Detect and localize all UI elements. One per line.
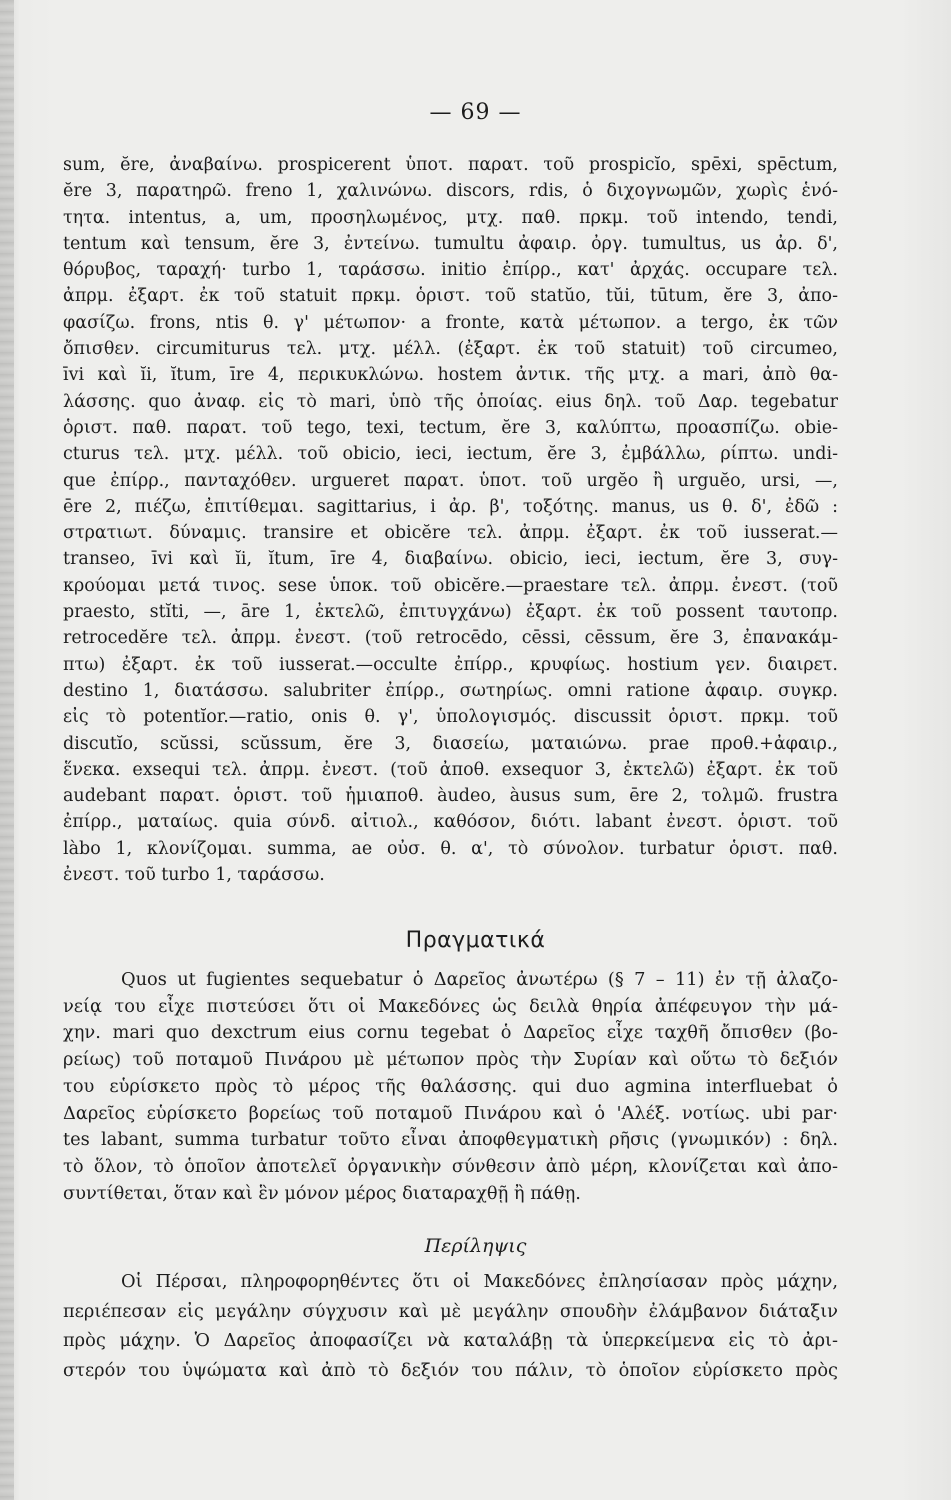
commentary-line: discutĭo, scŭssi, scŭssum, ĕre 3, διασείω, ματαιώνω. prae προθ.+ἀφαιρ., [63,733,838,754]
commentary-block [63,152,838,888]
commentary-line: cturus τελ. μτχ. μέλλ. τοῦ obicio, ieci, iectum, ĕre 3, ἐμβάλλω, ρίπτω. undi- [63,444,838,465]
commentary-line: ἀπρμ. ἐξαρτ. ἐκ τοῦ statuit πρκμ. ὁριστ. τοῦ statŭo, tŭi, tūtum, ĕre 3, ἀπο- [63,286,838,307]
commentary-line: ἐνεστ. τοῦ turbo 1, ταράσσω. [63,865,325,886]
commentary-line: πτω) ἐξαρτ. ἐκ τοῦ iusserat.—occulte ἐπίρρ., κρυφίως. hostium γεν. διαιρετ. [63,654,838,675]
periliphis-block [63,1267,838,1385]
page-number: — 69 — [429,100,522,125]
commentary-line: ὁριστ. παθ. παρατ. τοῦ tego, texi, tectum, ĕre 3, καλύπτω, προασπίζω. obie- [63,417,838,438]
pragmatika-line: Quos ut fugientes sequebatur ὁ Δαρεῖος ἀνωτέρω (§ 7 – 11) ἐν τῇ ἀλαζο- [121,969,838,990]
commentary-line: φασίζω. frons, ntis θ. γ' μέτωπον· a fronte, κατὰ μέτωπον. a tergo, ἐκ τῶν [63,312,838,333]
pragmatika-line: συντίθεται, ὅταν καὶ ἓν μόνον μέρος διαταραχθῇ ἢ πάθῃ. [63,1182,581,1204]
periliphis-line: πρὸς μάχην. Ὁ Δαρεῖος ἀποφασίζει νὰ καταλάβῃ τὰ ὑπερκείμενα εἰς τὸ ἀρι- [63,1330,838,1351]
page-binding-edge [0,0,14,1500]
commentary-line: θόρυβος, ταραχή· turbo 1, ταράσσω. initio ἐπίρρ., κατ' ἀρχάς. occupare τελ. [63,260,838,281]
pragmatika-line: ρείως) τοῦ ποταμοῦ Πινάρου μὲ μέτωπον πρὸς τὴν Συρίαν καὶ οὕτω τὸ δεξιόν [63,1049,838,1071]
pragmatika-line: tes labant, summa turbatur τοῦτο εἶναι ἀποφθεγματικὴ ρῆσις (γνωμικόν) : δηλ. [63,1129,838,1151]
pragmatika-line: τὸ ὅλον, τὸ ὁποῖον ἀποτελεῖ ὀργανικὴν σύνθεσιν ἀπὸ μέρη, κλονίζεται καὶ ἀπο- [63,1155,838,1177]
periliphis-line: στερόν του ὑψώματα καὶ ἀπὸ τὸ δεξιόν του πάλιν, τὸ ὁποῖον εὑρίσκετο πρὸς [63,1359,838,1381]
periliphis-line: περιέπεσαν εἰς μεγάλην σύγχυσιν καὶ μὲ μεγάλην σπουδὴν ἐλάμβανον διάταξιν [63,1300,838,1322]
pragmatika-line: του εὑρίσκετο πρὸς τὸ μέρος τῆς θαλάσσης. qui duo agmina interfluebat ὁ [63,1075,838,1097]
commentary-line: que ἐπίρρ., πανταχόθεν. urgueret παρατ. ὑποτ. τοῦ urgĕo ἢ urguĕo, ursi, —, [63,470,838,491]
pragmatika-line: χην. mari quo dexctrum eius cornu tegebat ὁ Δαρεῖος εἶχε ταχθῆ ὄπισθεν (βο- [63,1022,838,1044]
commentary-line: transeo, īvi καὶ ĭi, ĭtum, īre 4, διαβαίνω. obicio, ieci, iectum, ĕre 3, συγ- [63,549,838,570]
commentary-line: εἰς τὸ potentĭor.—ratio, onis θ. γ', ὑπολογισμός. discussit ὁριστ. πρκμ. τοῦ [63,707,838,728]
pragmatika-line: νείᾳ του εἶχε πιστεύσει ὅτι οἱ Μακεδόνες ὡς δειλὰ θηρία ἀπέφευγον τὴν μά- [63,995,838,1017]
pragmatika-block [63,967,838,1207]
periliphis-line: Οἱ Πέρσαι, πληροφορηθέντες ὅτι οἱ Μακεδόνες ἐπλησίασαν πρὸς μάχην, [121,1271,838,1292]
commentary-line: retrocedĕre τελ. ἀπρμ. ἐνεστ. (τοῦ retrocēdo, cēssi, cēssum, ĕre 3, ἐπανακάμ- [63,628,838,649]
commentary-line: īvi καὶ ĭi, ĭtum, īre 4, περικυκλώνω. hostem ἀντικ. τῆς μτχ. a mari, ἀπὸ θα- [63,365,838,386]
section-heading-pragmatika: Πραγματικά [405,928,546,953]
commentary-line: ὄπισθεν. circumiturus τελ. μτχ. μέλλ. (ἐξαρτ. ἐκ τοῦ statuit) τοῦ circumeo, [63,339,838,360]
commentary-line: ἐπίρρ., ματαίως. quia σύνδ. αἰτιολ., καθόσον, διότι. labant ἐνεστ. ὁριστ. τοῦ [63,812,838,833]
section-heading-periliphis: Περίληψις [424,1235,527,1257]
commentary-line: κρούομαι μετά τινος. sese ὑποκ. τοῦ obicĕre.—praestare τελ. ἀπρμ. ἐνεστ. (τοῦ [63,575,838,596]
commentary-line: destino 1, διατάσσω. salubriter ἐπίρρ., σωτηρίως. omni ratione ἀφαιρ. συγκρ. [63,680,838,701]
commentary-line: làbo 1, κλονίζομαι. summa, ae οὐσ. θ. α', τὸ σύνολον. turbatur ὁριστ. παθ. [63,838,838,859]
pragmatika-line: Δαρεῖος εὑρίσκετο βορείως τοῦ ποταμοῦ Πινάρου καὶ ὁ 'Αλέξ. νοτίως. ubi par· [63,1102,838,1124]
commentary-line: sum, ĕre, ἀναβαίνω. prospicerent ὑποτ. παρατ. τοῦ prospicĭo, spēxi, spēctum, [63,155,838,175]
commentary-line: audebant παρατ. ὁριστ. τοῦ ἡμιαποθ. àudeo, àusus sum, ēre 2, τολμῶ. frustra [63,786,838,807]
commentary-line: στρατιωτ. δύναμις. transire et obicĕre τελ. ἀπρμ. ἐξαρτ. ἐκ τοῦ iusserat.— [63,523,838,544]
commentary-line: ēre 2, πιέζω, ἐπιτίθεμαι. sagittarius, i ἀρ. β', τοξότης. manus, us θ. δ', ἐδῶ : [63,496,838,517]
commentary-line: tentum καὶ tensum, ĕre 3, ἐντείνω. tumultu ἀφαιρ. ὀργ. tumultus, us ἀρ. δ', [63,233,838,254]
commentary-line: ἕνεκα. exsequi τελ. ἀπρμ. ἐνεστ. (τοῦ ἀποθ. exsequor 3, ἐκτελῶ) ἐξαρτ. ἐκ τοῦ [63,759,838,780]
commentary-line: ĕre 3, παρατηρῶ. freno 1, χαλινώνω. discors, rdis, ὁ διχογνωμῶν, χωρὶς ἑνό- [63,181,838,202]
commentary-line: τητα. intentus, a, um, προσηλωμένος, μτχ. παθ. πρκμ. τοῦ intendo, tendi, [63,207,838,228]
commentary-line: praesto, stĭti, —, āre 1, ἐκτελῶ, ἐπιτυγχάνω) ἐξαρτ. ἐκ τοῦ possent ταυτοπρ. [63,602,838,623]
commentary-line: λάσσης. quo ἀναφ. εἰς τὸ mari, ὑπὸ τῆς ὁποίας. eius δηλ. τοῦ Δαρ. tegebatur [63,391,838,412]
